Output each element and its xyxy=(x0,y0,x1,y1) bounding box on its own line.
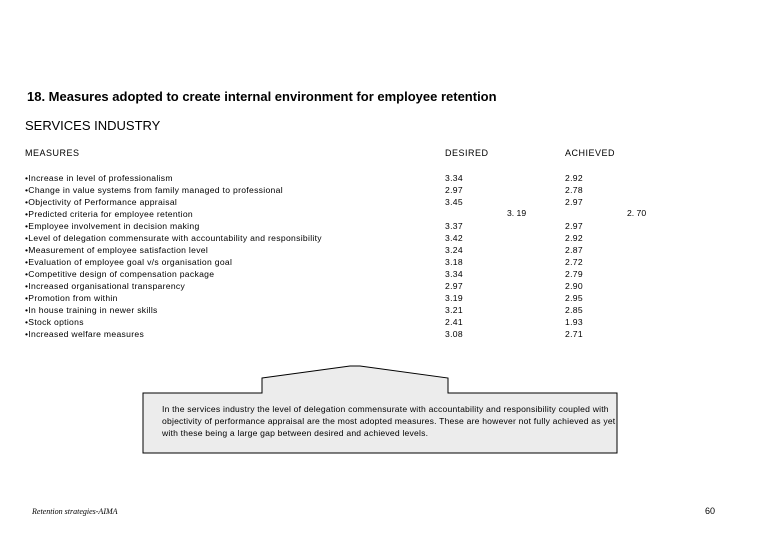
desired-value: 2.41 xyxy=(445,317,463,327)
slide-title: 18. Measures adopted to create internal environment for employee retention xyxy=(27,89,497,104)
achieved-value: 2.72 xyxy=(565,257,583,267)
achieved-value: 2.78 xyxy=(565,185,583,195)
header-measures: MEASURES xyxy=(25,148,80,158)
desired-value: 3.34 xyxy=(445,269,463,279)
desired-value: 3.19 xyxy=(445,293,463,303)
callout-text: In the services industry the level of delegation commensurate with accountability and responsibility coupled with objectivity of performance appraisal are the most adopted measures. These are however not fully achieved as yet with these being a large gap between desired and achieved levels. xyxy=(162,404,616,438)
achieved-value: 2.95 xyxy=(565,293,583,303)
desired-value: 3.24 xyxy=(445,245,463,255)
footer-source: Retention strategies-AIMA xyxy=(32,507,118,516)
achieved-value: 2.92 xyxy=(565,173,583,183)
measure-item: •Increased welfare measures xyxy=(25,329,145,339)
measure-item: •Objectivity of Performance appraisal xyxy=(25,197,178,207)
achieved-value: 1.93 xyxy=(565,317,583,327)
measure-item: •Competitive design of compensation package xyxy=(25,269,215,279)
page-number: 60 xyxy=(705,506,716,516)
desired-value: 3.21 xyxy=(445,305,463,315)
header-desired: DESIRED xyxy=(445,148,489,158)
desired-value: 2.97 xyxy=(445,281,463,291)
achieved-value: 2.87 xyxy=(565,245,583,255)
desired-value: 2.97 xyxy=(445,185,463,195)
measure-item: •Change in value systems from family managed to professional xyxy=(25,185,283,195)
header-achieved: ACHIEVED xyxy=(565,148,616,158)
achieved-value: 2.92 xyxy=(565,233,583,243)
predicted-desired-value: 3. 19 xyxy=(507,208,527,218)
measure-item: •Employee involvement in decision making xyxy=(25,221,200,231)
achieved-value: 2.71 xyxy=(565,329,583,339)
achieved-value: 2.97 xyxy=(565,197,583,207)
achieved-value: 2.90 xyxy=(565,281,583,291)
desired-value: 3.18 xyxy=(445,257,463,267)
measure-item: •In house training in newer skills xyxy=(25,305,158,315)
measure-item: •Stock options xyxy=(25,317,84,327)
measure-item: •Predicted criteria for employee retention xyxy=(25,209,193,219)
measure-item: •Promotion from within xyxy=(25,293,118,303)
predicted-achieved-value: 2. 70 xyxy=(627,208,647,218)
desired-value: 3.34 xyxy=(445,173,463,183)
achieved-value: 2.79 xyxy=(565,269,583,279)
achieved-value: 2.97 xyxy=(565,221,583,231)
desired-value: 3.42 xyxy=(445,233,463,243)
slide-subtitle: SERVICES INDUSTRY xyxy=(25,118,161,133)
measure-item: •Level of delegation commensurate with accountability and responsibility xyxy=(25,233,322,243)
measure-item: •Increased organisational transparency xyxy=(25,281,186,291)
measure-item: •Increase in level of professionalism xyxy=(25,173,173,183)
measure-item: •Evaluation of employee goal v/s organisation goal xyxy=(25,257,233,267)
measure-item: •Measurement of employee satisfaction level xyxy=(25,245,209,255)
achieved-value: 2.85 xyxy=(565,305,583,315)
desired-value: 3.45 xyxy=(445,197,463,207)
desired-value: 3.37 xyxy=(445,221,463,231)
desired-value: 3.08 xyxy=(445,329,463,339)
